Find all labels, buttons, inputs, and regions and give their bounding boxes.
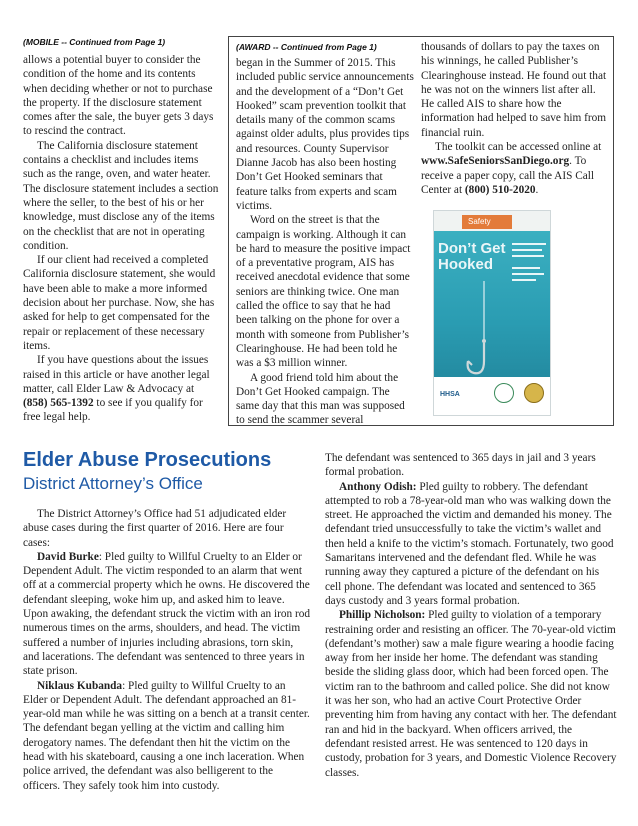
mobile-paragraph: allows a potential buyer to consider the condition of the home and its contents when deciding whether or not to purchase the property. If the disclosure statement comes after the sale, the buyer gets 3 days to rescind the contract. bbox=[23, 54, 214, 138]
county-seal-icon bbox=[524, 383, 544, 403]
case-defendant-name: Niklaus Kubanda bbox=[37, 679, 123, 692]
case-paragraph bbox=[325, 608, 617, 780]
fish-hook-icon bbox=[464, 281, 504, 381]
mobile-contact-text-end: to see if you qualify for free legal help. bbox=[23, 397, 203, 424]
case-defendant-name: Phillip Nicholson: bbox=[339, 609, 426, 622]
poster-footer bbox=[434, 377, 551, 415]
toolkit-text-end: . bbox=[535, 183, 539, 196]
case-text: Pled guilty to robbery. The defendant attempted to rob a 78-year-old man who was walking down the street. He approached the victim and demanded his money. The defendant tried unsuccessfully to take the victim’s wallet and then held a knife to the victim’s stomach. Fortunately, two good Samaritans intervened and the defendant fled. While he was running away they captured a picture of the defendant on his cell phone. The defendant was located and sentenced to 365 days custody and 3 years formal probation. bbox=[325, 480, 614, 607]
award-paragraph: thousands of dollars to pay the taxes on his winnings, he called Publisher’s Clearinghouse instead. He found out that he was not on the winners list after all. He called AIS to share how the information had helped to save him from financial ruin. bbox=[421, 41, 607, 139]
toolkit-url-link[interactable]: www.SafeSeniorsSanDiego.org bbox=[421, 155, 570, 168]
toolkit-text-mid: . To receive a paper copy, call the AIS Call Center at bbox=[421, 155, 595, 196]
section-subtitle: District Attorney’s Office bbox=[23, 474, 203, 493]
poster-title: Don’t Get Hooked bbox=[438, 240, 506, 273]
case-defendant-name: David Burke bbox=[37, 550, 99, 563]
hhsa-logo: HHSA bbox=[440, 391, 460, 398]
award-paragraph bbox=[421, 140, 607, 197]
mobile-article-body bbox=[23, 53, 219, 425]
award-paragraph: began in the Summer of 2015. This included public service announcements and the development of a “Don’t Get Hooked” scam prevention toolkit that details many of the common scams against older adults, plus provides tips and resources. County Supervisor Dianne Jacob has also been hosting Don’t Get Hooked seminars that feature talks from experts and scam victims. bbox=[236, 57, 414, 212]
mobile-paragraph: The California disclosure statement contains a checklist and includes items such as the range, oven, and water heater. The disclosure statement includes a section where the seller, to the best of his or her knowledge, must disclose any of the items on the checklist that are not in operating condition. bbox=[23, 139, 219, 252]
mobile-paragraph: If our client had received a completed California disclosure statement, she would have been able to make a more informed decision about her purchase. Now, she has asked for help to get compensated for the repair or replacement of these necessary items. bbox=[23, 254, 216, 352]
case-paragraph bbox=[23, 679, 311, 793]
section-title: Elder Abuse Prosecutions bbox=[23, 449, 272, 471]
sentence-lead: The defendant was sentenced to 365 days in jail and 3 years formal probation. bbox=[325, 452, 596, 479]
award-paragraph: A good friend told him about the Don’t Get Hooked campaign. The same day that this man was supposed to send the scammer several bbox=[236, 371, 405, 427]
mobile-paragraph bbox=[23, 353, 219, 424]
case-paragraph bbox=[325, 480, 617, 609]
award-continued-header: (AWARD -- Continued from Page 1) bbox=[236, 42, 377, 52]
prosecutions-intro: The District Attorney’s Office had 51 adjudicated elder abuse cases during the first quarter of 2016. Here are four cases: bbox=[23, 508, 287, 549]
case-text: : Pled guilty to Willful Cruelty to an Elder or Dependent Adult. The victim responded to an alarm that went off at a commercial property which he owns. He discovered the defendant sleeping, woke him up, and asked him to leave. Upon awaking, the defendant struck the victim with an iron rod numerous times on the arms, shoulders, and head. The victim suffered a number of injuries including abrasions, torn skin, and lacerations. The defendant was sentenced to three years in state prison. bbox=[23, 550, 311, 678]
case-text: Pled guilty to violation of a temporary restraining order and resisting an officer. The 70-year-old victim (defendant’s mother) saw a male figure wearing a hoodie facing away from her inside her home. The defendant was standing beside the sliding glass door, which had been forced open. The victim ran to the bathroom and called police. She did not know it was her son, who had an active Court Protective Order preventing him from having any contact with her. The defendant ran and hid in the backyard. When officers arrived, the defendant resisted arrest. He was sentenced to 120 days in custody, probation for 3 years, and Domestic Violence Recovery classes. bbox=[325, 609, 617, 779]
mobile-contact-text: If you have questions about the issues raised in this article or have another legal matter, call Elder Law & Advocacy at bbox=[23, 354, 210, 395]
award-column-1 bbox=[236, 56, 414, 428]
case-defendant-name: Anthony Odish: bbox=[339, 480, 417, 493]
prosecutions-column-1 bbox=[23, 507, 311, 793]
elder-law-phone: (858) 565-1392 bbox=[23, 397, 94, 410]
ais-call-center-phone: (800) 510-2020 bbox=[464, 183, 536, 196]
case-paragraph bbox=[23, 550, 311, 679]
toolkit-text: The toolkit can be accessed online at bbox=[435, 141, 602, 154]
case-text: : Pled guilty to Willful Cruelty to an Elder or Dependent Adult. The defendant approached an 81-year-old man while he was sitting on a bench at a transit center. The defendant began yelling at the victim and calling him derogatory names. The defendant then hit the victim on the head with his skateboard, causing a one inch laceration. When police arrived, the defendant was also belligerent to the officers. They safely took him into custody. bbox=[23, 679, 310, 792]
award-paragraph: Word on the street is that the campaign is working. Although it can be hard to measure the positive impact of a preventative program, AIS has received anecdotal evidence that some seniors are thinking twice. One man called the office to say that he had been talking on the phone for over a month with someone from Publisher’s Clearinghouse. He had been told he was a $3 million winner. bbox=[236, 214, 411, 370]
award-column-2 bbox=[421, 40, 607, 197]
prosecutions-column-2 bbox=[325, 451, 617, 780]
live-well-logo-icon bbox=[494, 383, 514, 403]
mobile-continued-header: (MOBILE -- Continued from Page 1) bbox=[23, 37, 166, 47]
poster-safety-tag: Safety bbox=[462, 215, 512, 229]
dont-get-hooked-poster bbox=[433, 210, 551, 416]
